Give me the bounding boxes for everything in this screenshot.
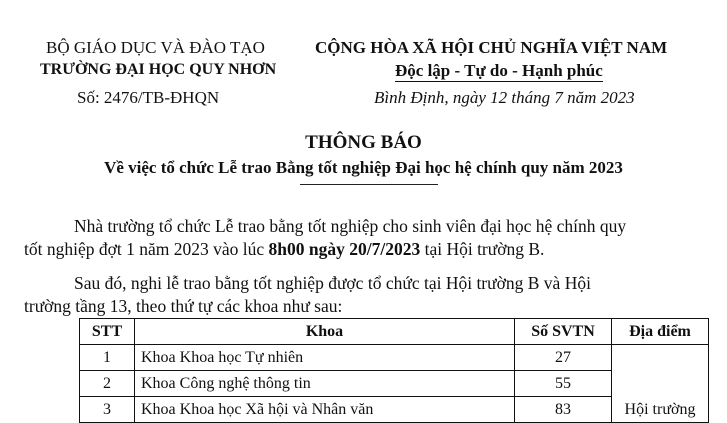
header-khoa: Khoa [135, 319, 515, 345]
document-title: THÔNG BÁO [305, 132, 422, 153]
place-date: Bình Định, ngày 12 tháng 7 năm 2023 [374, 88, 635, 107]
subtitle-divider [300, 184, 438, 185]
header-so-svtn: Số SVTN [515, 319, 612, 345]
cell-dia-diem: Hội trường [612, 345, 709, 423]
national-motto [395, 61, 603, 81]
cell-khoa: Khoa Khoa học Xã hội và Nhân văn [135, 397, 515, 423]
motto-text: Độc lập - Tự do - Hạnh phúc [395, 61, 603, 80]
paragraph-2-line-1: Sau đó, nghi lễ trao bằng tốt nghiệp được tổ chức tại Hội trường B và Hội [74, 273, 591, 293]
document-reference: Số: 2476/TB-ĐHQN [77, 88, 220, 107]
cell-stt: 2 [80, 371, 135, 397]
faculty-table [79, 318, 709, 423]
cell-stt: 1 [80, 345, 135, 371]
header-dia-diem: Địa điểm [612, 319, 709, 345]
cell-khoa: Khoa Khoa học Tự nhiên [135, 345, 515, 371]
table-header-row [80, 319, 709, 345]
p1-text-post: tại Hội trường B. [420, 239, 545, 259]
cell-so-svtn: 55 [515, 371, 612, 397]
document-subtitle: Về việc tổ chức Lễ trao Bằng tốt nghiệp Đại học hệ chính quy năm 2023 [104, 158, 623, 177]
table-row [80, 345, 709, 371]
p1-text-pre: tốt nghiệp đợt 1 năm 2023 vào lúc [24, 239, 269, 259]
cell-so-svtn: 83 [515, 397, 612, 423]
ministry-name: BỘ GIÁO DỤC VÀ ĐÀO TẠO [46, 38, 265, 57]
paragraph-2-line-2: trường tầng 13, theo thứ tự các khoa như sau: [24, 296, 343, 316]
cell-stt: 3 [80, 397, 135, 423]
header-stt: STT [80, 319, 135, 345]
cell-khoa: Khoa Công nghệ thông tin [135, 371, 515, 397]
ceremony-datetime: 8h00 ngày 20/7/2023 [268, 239, 421, 259]
paragraph-1-line-1: Nhà trường tổ chức Lễ trao bằng tốt nghiệp cho sinh viên đại học hệ chính quy [74, 216, 627, 236]
republic-name: CỘNG HÒA XÃ HỘI CHỦ NGHĨA VIỆT NAM [315, 38, 668, 57]
paragraph-1-line-2 [24, 239, 544, 260]
cell-so-svtn: 27 [515, 345, 612, 371]
university-name: TRƯỜNG ĐẠI HỌC QUY NHƠN [40, 61, 277, 78]
